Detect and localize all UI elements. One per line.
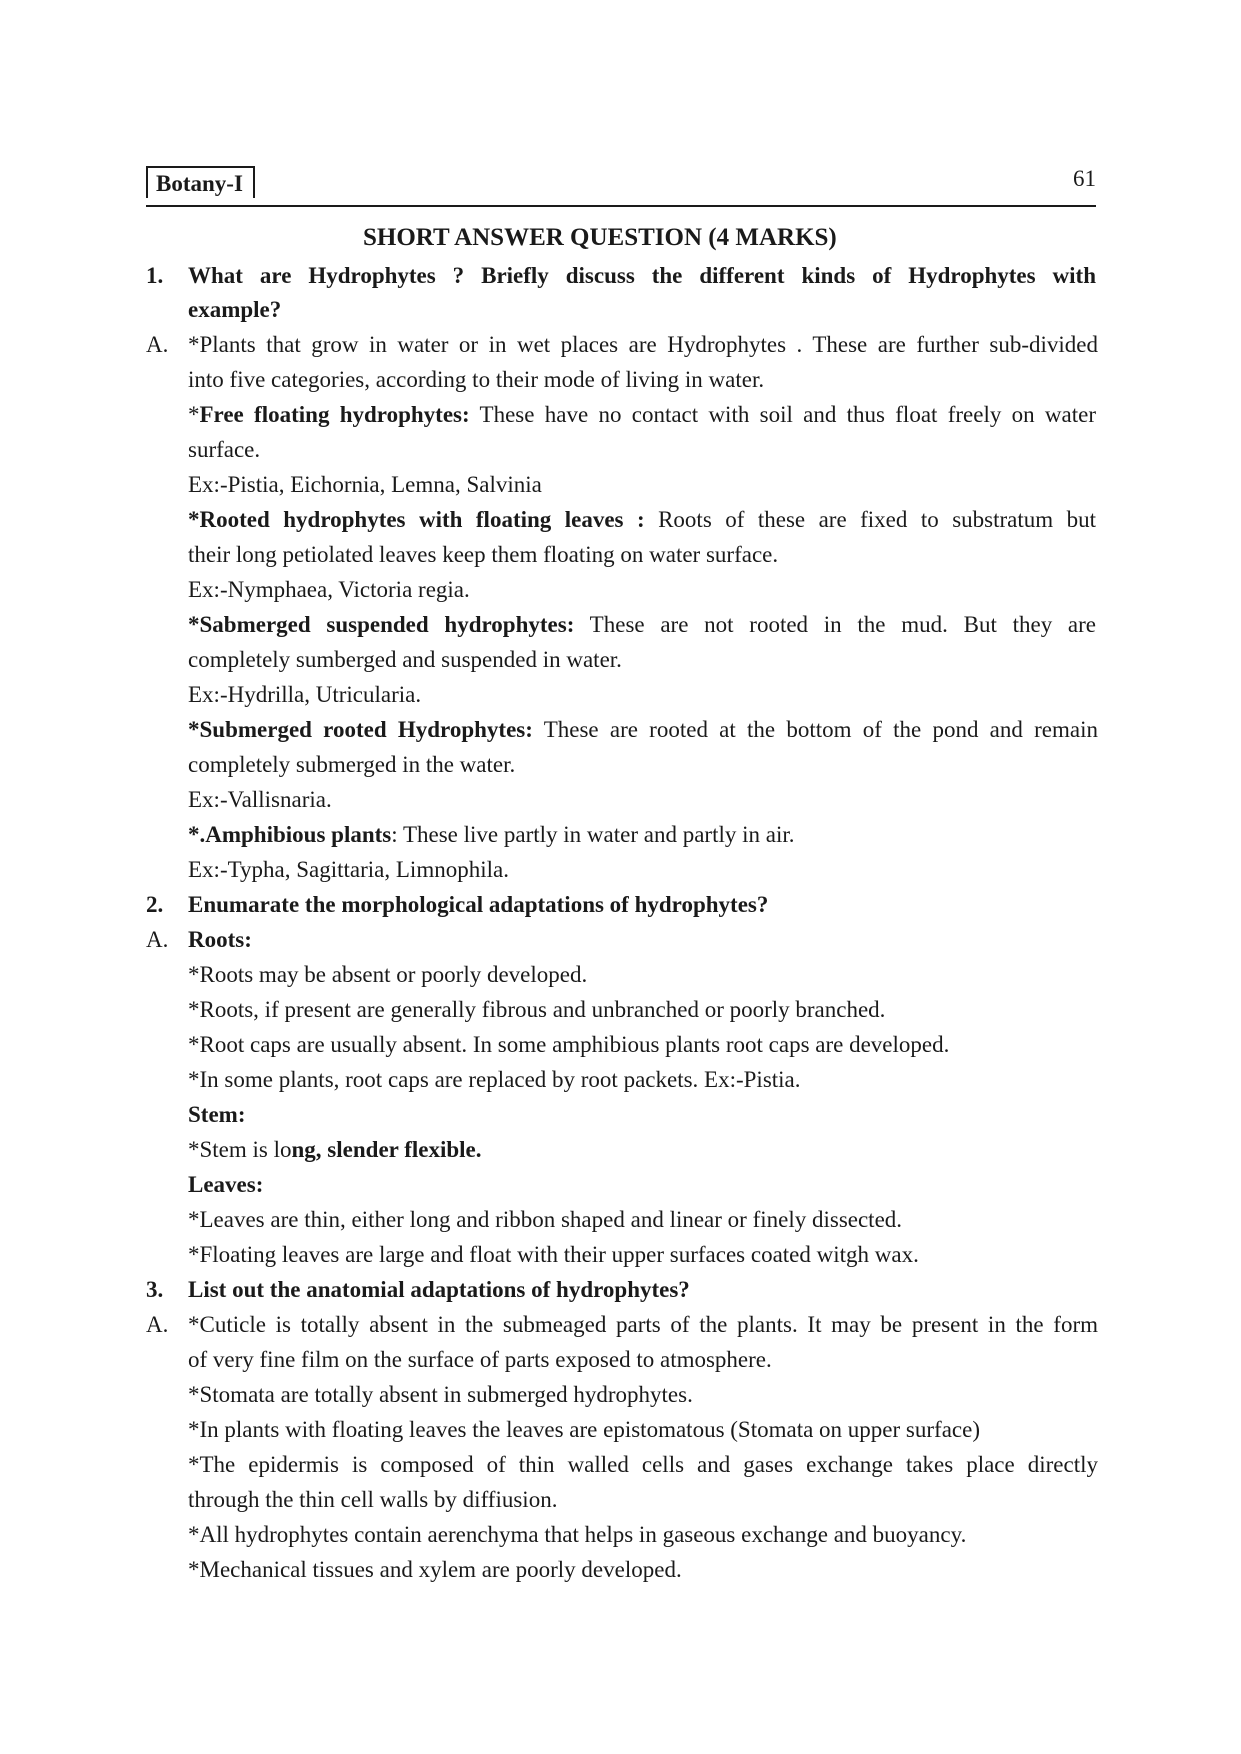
- roots-point-4: *In some plants, root caps are replaced by root packets. Ex:-Pistia.: [188, 1067, 801, 1092]
- submerged-rooted-example: Ex:-Vallisnaria.: [188, 787, 332, 812]
- epidermis-line: *The epidermis is composed of thin walled cells and gases exchange takes place directly: [188, 1452, 1098, 1477]
- question-3-text: List out the anatomial adaptations of hydrophytes?: [188, 1277, 690, 1302]
- subject-label: Botany-I: [146, 166, 255, 198]
- answer-3-marker: A.: [146, 1312, 169, 1337]
- roots-point-2: *Roots, if present are generally fibrous and unbranched or poorly branched.: [188, 997, 886, 1022]
- leaves-point-2: *Floating leaves are large and float with their upper surfaces coated witgh wax.: [188, 1242, 919, 1267]
- cuticle-line: *Cuticle is totally absent in the submeaged parts of the plants. It may be present in the form: [188, 1312, 1098, 1337]
- answer-1-intro: *Plants that grow in water or in wet places are Hydrophytes . These are further sub-divided: [188, 332, 1098, 357]
- roots-heading: Roots:: [188, 927, 252, 952]
- question-1-text-cont: example?: [188, 297, 282, 322]
- roots-point-1: *Roots may be absent or poorly developed.: [188, 962, 588, 987]
- submerged-suspended-line: *Sabmerged suspended hydrophytes: These are not rooted in the mud. But they are: [188, 612, 1097, 637]
- rooted-floating-example: Ex:-Nymphaea, Victoria regia.: [188, 577, 470, 602]
- stomata-line: *Stomata are totally absent in submerged hydrophytes.: [188, 1382, 693, 1407]
- page-header: [146, 165, 1096, 207]
- floating-leaves-line: *In plants with floating leaves the leaves are epistomatous (Stomata on upper surface): [188, 1417, 980, 1442]
- amphibious-line: *.Amphibious plants: These live partly in water and partly in air.: [188, 822, 795, 847]
- cuticle-cont: of very fine film on the surface of parts exposed to atmosphere.: [188, 1347, 772, 1372]
- submerged-suspended-cont: completely sumberged and suspended in water.: [188, 647, 622, 672]
- question-1-text: What are Hydrophytes ? Briefly discuss the different kinds of Hydrophytes with: [188, 263, 1096, 288]
- leaves-heading: Leaves:: [188, 1172, 264, 1197]
- free-floating-line: *Free floating hydrophytes: These have no contact with soil and thus float freely on water: [188, 402, 1096, 427]
- submerged-rooted-line: *Submerged rooted Hydrophytes: These are rooted at the bottom of the pond and remain: [188, 717, 1098, 742]
- rooted-floating-cont: their long petiolated leaves keep them floating on water surface.: [188, 542, 779, 567]
- submerged-suspended-example: Ex:-Hydrilla, Utricularia.: [188, 682, 422, 707]
- rooted-floating-line: *Rooted hydrophytes with floating leaves : Roots of these are fixed to substratum but: [188, 507, 1096, 532]
- submerged-rooted-cont: completely submerged in the water.: [188, 752, 516, 777]
- mechanical-tissues-line: *Mechanical tissues and xylem are poorly developed.: [188, 1557, 682, 1582]
- page-number: 61: [1073, 166, 1096, 191]
- free-floating-example: Ex:-Pistia, Eichornia, Lemna, Salvinia: [188, 472, 542, 497]
- aerenchyma-line: *All hydrophytes contain aerenchyma that helps in gaseous exchange and buoyancy.: [188, 1522, 967, 1547]
- question-1-number: 1.: [146, 263, 164, 288]
- section-title: SHORT ANSWER QUESTION (4 MARKS): [363, 224, 837, 251]
- epidermis-cont: through the thin cell walls by diffiusion.: [188, 1487, 558, 1512]
- stem-heading: Stem:: [188, 1102, 246, 1127]
- question-3-number: 3.: [146, 1277, 164, 1302]
- answer-2-marker: A.: [146, 927, 169, 952]
- roots-point-3: *Root caps are usually absent. In some amphibious plants root caps are developed.: [188, 1032, 950, 1057]
- answer-1-intro-cont: into five categories, according to their mode of living in water.: [188, 367, 765, 392]
- answer-1-marker: A.: [146, 332, 169, 357]
- question-2-text: Enumarate the morphological adaptations of hydrophytes?: [188, 892, 769, 917]
- leaves-point-1: *Leaves are thin, either long and ribbon shaped and linear or finely dissected.: [188, 1207, 903, 1232]
- stem-point: *Stem is long, slender flexible.: [188, 1137, 482, 1162]
- amphibious-example: Ex:-Typha, Sagittaria, Limnophila.: [188, 857, 509, 882]
- question-2-number: 2.: [146, 892, 164, 917]
- free-floating-cont: surface.: [188, 437, 261, 462]
